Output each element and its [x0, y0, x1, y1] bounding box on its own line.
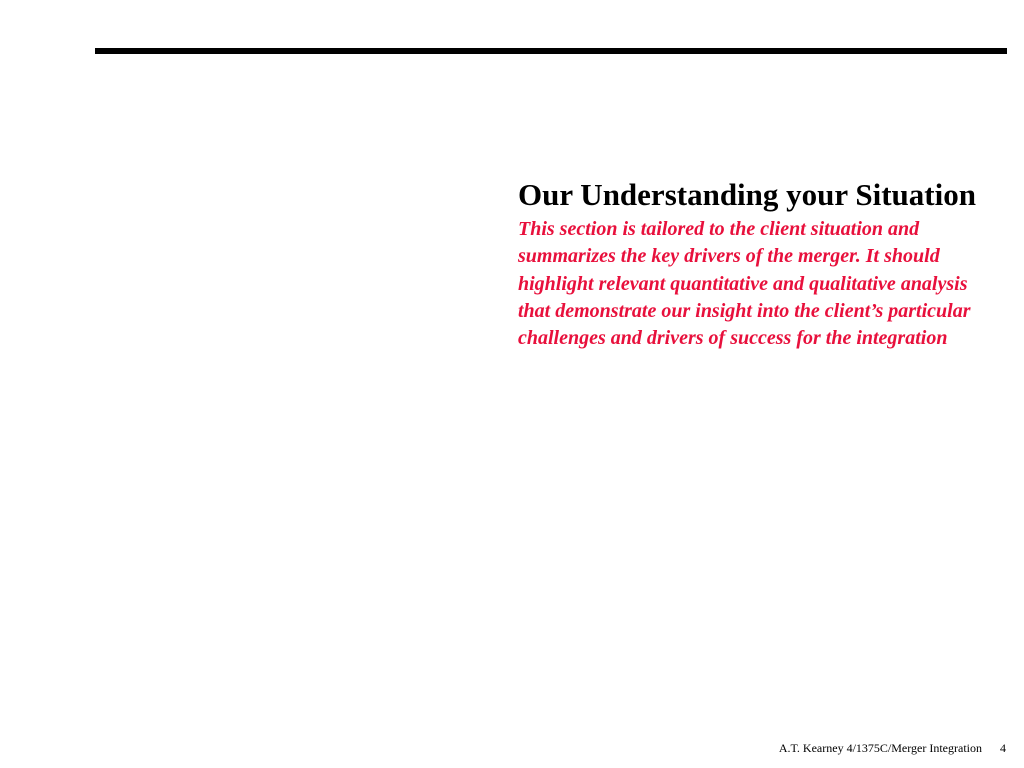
top-rule: [95, 48, 1007, 54]
section-description: This section is tailored to the client situation and summarizes the key drivers of the merger. It should highlight relevant quantitative and qualitative analysis that demonstrate our insight into the client’s particular challenges and drivers of success for the integration: [518, 218, 971, 350]
page-number: 4: [1000, 741, 1006, 755]
footer: [779, 741, 1006, 755]
section-block: [518, 174, 998, 352]
footer-text: A.T. Kearney 4/1375C/Merger Integration: [778, 741, 982, 755]
section-title: Our Understanding your Situation: [518, 177, 976, 212]
